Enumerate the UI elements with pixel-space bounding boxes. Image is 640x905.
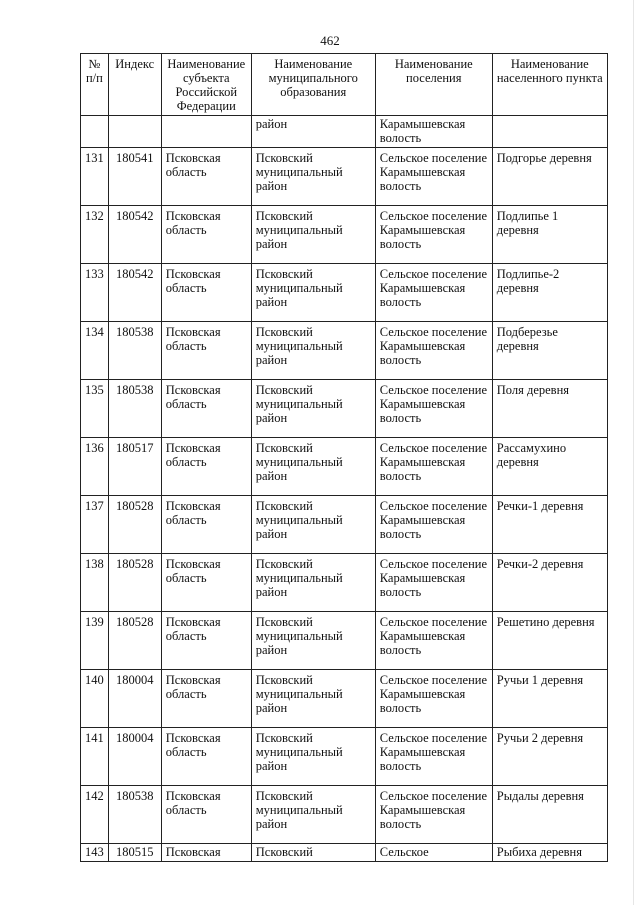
header-num: № п/п [81, 54, 109, 116]
cell-municipal: Псковский муниципальный район [251, 670, 375, 728]
cell-num [81, 116, 109, 148]
cell-num: 141 [81, 728, 109, 786]
table-row [81, 670, 608, 728]
scan-edge-line [633, 0, 634, 905]
table-row [81, 438, 608, 496]
cell-num: 134 [81, 322, 109, 380]
cell-subject: Псковская область [161, 496, 251, 554]
cell-subject: Псковская область [161, 380, 251, 438]
cell-subject: Псковская область [161, 554, 251, 612]
cell-num: 132 [81, 206, 109, 264]
header-settlement: Наименование поселения [375, 54, 492, 116]
continuation-row [81, 116, 608, 148]
cell-place: Поля деревня [492, 380, 607, 438]
cell-num: 138 [81, 554, 109, 612]
cell-settlement: Сельское поселение Карамышевская волость [375, 206, 492, 264]
cell-place: Рассамухино деревня [492, 438, 607, 496]
cell-place: Рыдалы деревня [492, 786, 607, 844]
cell-settlement: Сельское поселение Карамышевская волость [375, 612, 492, 670]
table-row [81, 728, 608, 786]
cell-index: 180528 [108, 496, 161, 554]
cell-place: Речки-1 деревня [492, 496, 607, 554]
cell-settlement: Сельское поселение Карамышевская волость [375, 670, 492, 728]
cell-settlement: Сельское поселение Карамышевская волость [375, 380, 492, 438]
cell-index: 180004 [108, 670, 161, 728]
cell-settlement: Сельское поселение Карамышевская волость [375, 496, 492, 554]
cell-municipal: Псковский муниципальный район [251, 322, 375, 380]
cell-settlement: Сельское поселение Карамышевская волость [375, 148, 492, 206]
cell-num: 131 [81, 148, 109, 206]
cell-municipal: район [251, 116, 375, 148]
cell-settlement: Сельское поселение Карамышевская волость [375, 438, 492, 496]
cell-index: 180542 [108, 206, 161, 264]
cell-municipal: Псковский муниципальный район [251, 264, 375, 322]
table-row [81, 206, 608, 264]
cell-subject [161, 116, 251, 148]
cell-settlement: Карамышевская волость [375, 116, 492, 148]
cell-index: 180538 [108, 786, 161, 844]
cell-municipal: Псковский [251, 844, 375, 862]
table-row [81, 264, 608, 322]
cell-municipal: Псковский муниципальный район [251, 380, 375, 438]
cell-index: 180004 [108, 728, 161, 786]
cell-place [492, 116, 607, 148]
cell-num: 133 [81, 264, 109, 322]
cell-municipal: Псковский муниципальный район [251, 496, 375, 554]
cell-subject: Псковская область [161, 670, 251, 728]
table-row [81, 496, 608, 554]
table-row [81, 148, 608, 206]
cell-municipal: Псковский муниципальный район [251, 554, 375, 612]
cell-subject: Псковская область [161, 148, 251, 206]
cell-subject: Псковская область [161, 322, 251, 380]
cell-num: 137 [81, 496, 109, 554]
cell-place: Рыбиха деревня [492, 844, 607, 862]
cell-municipal: Псковский муниципальный район [251, 612, 375, 670]
cell-subject: Псковская область [161, 612, 251, 670]
cell-place: Ручьи 1 деревня [492, 670, 607, 728]
cell-place: Речки-2 деревня [492, 554, 607, 612]
table-row [81, 322, 608, 380]
cell-index: 180528 [108, 554, 161, 612]
table-row-partial [81, 844, 608, 862]
cell-num: 142 [81, 786, 109, 844]
header-subject: Наименование субъекта Российской Федерации [161, 54, 251, 116]
cell-municipal: Псковский муниципальный район [251, 148, 375, 206]
header-municipal: Наименование муниципального образования [251, 54, 375, 116]
table-header-row [81, 54, 608, 116]
cell-municipal: Псковский муниципальный район [251, 728, 375, 786]
cell-num: 143 [81, 844, 109, 862]
cell-subject: Псковская область [161, 786, 251, 844]
cell-municipal: Псковский муниципальный район [251, 438, 375, 496]
cell-settlement: Сельское поселение Карамышевская волость [375, 554, 492, 612]
settlements-table [80, 53, 608, 862]
cell-subject: Псковская область [161, 438, 251, 496]
table-row [81, 612, 608, 670]
cell-settlement: Сельское поселение Карамышевская волость [375, 786, 492, 844]
cell-place: Подлипье 1 деревня [492, 206, 607, 264]
cell-index: 180542 [108, 264, 161, 322]
cell-place: Решетино деревня [492, 612, 607, 670]
cell-settlement: Сельское [375, 844, 492, 862]
cell-municipal: Псковский муниципальный район [251, 786, 375, 844]
table-row [81, 554, 608, 612]
cell-subject: Псковская область [161, 206, 251, 264]
cell-place: Подберезье деревня [492, 322, 607, 380]
header-place: Наименование населенного пункта [492, 54, 607, 116]
page-number: 462 [320, 33, 340, 48]
cell-index: 180538 [108, 380, 161, 438]
cell-index: 180528 [108, 612, 161, 670]
cell-subject: Псковская область [161, 264, 251, 322]
cell-index: 180515 [108, 844, 161, 862]
cell-index: 180538 [108, 322, 161, 380]
cell-municipal: Псковский муниципальный район [251, 206, 375, 264]
cell-index: 180517 [108, 438, 161, 496]
cell-place: Подгорье деревня [492, 148, 607, 206]
cell-settlement: Сельское поселение Карамышевская волость [375, 264, 492, 322]
cell-place: Ручьи 2 деревня [492, 728, 607, 786]
cell-index: 180541 [108, 148, 161, 206]
cell-place: Подлипье-2 деревня [492, 264, 607, 322]
cell-subject: Псковская [161, 844, 251, 862]
table-row [81, 380, 608, 438]
cell-num: 135 [81, 380, 109, 438]
header-index: Индекс [108, 54, 161, 116]
cell-index [108, 116, 161, 148]
cell-settlement: Сельское поселение Карамышевская волость [375, 322, 492, 380]
cell-subject: Псковская область [161, 728, 251, 786]
table-row [81, 786, 608, 844]
cell-settlement: Сельское поселение Карамышевская волость [375, 728, 492, 786]
cell-num: 140 [81, 670, 109, 728]
cell-num: 136 [81, 438, 109, 496]
cell-num: 139 [81, 612, 109, 670]
